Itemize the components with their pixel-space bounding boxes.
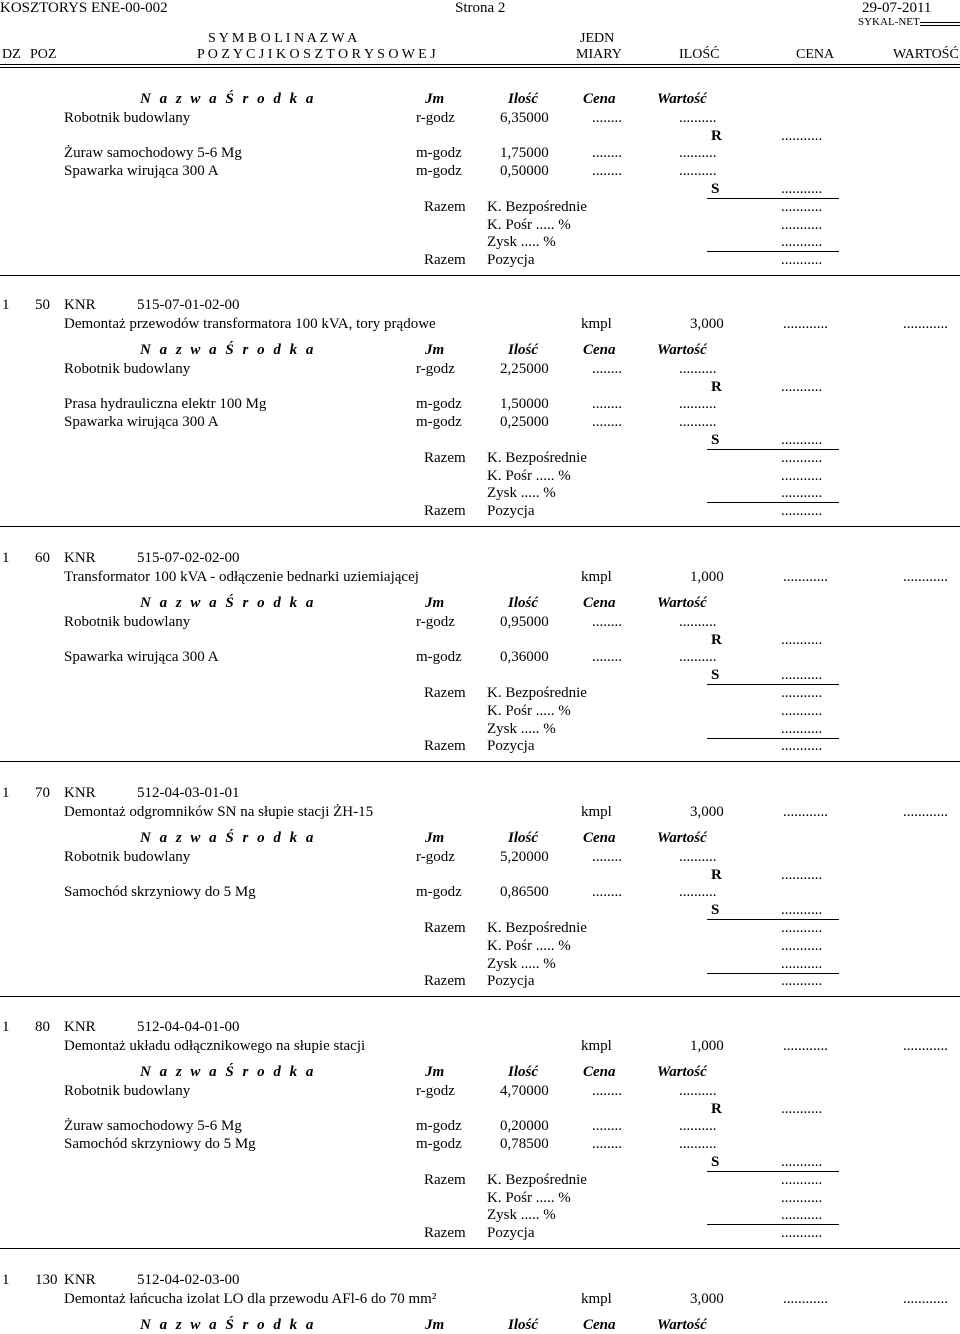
subtotal-s-dots: ........... (781, 902, 823, 919)
norm-code: 512-04-02-03-00 (137, 1272, 240, 1288)
position-dz: 1 (2, 297, 10, 313)
resource-header-name: N a z w a Ś r o d k a (140, 830, 316, 846)
resource-value-dots: .......... (679, 848, 717, 865)
position-total-label: Pozycja (487, 1225, 535, 1242)
resource-quantity: 4,70000 (500, 1082, 549, 1099)
resource-price-dots: ........ (592, 884, 622, 901)
resource-header-jm: Jm (425, 1064, 445, 1080)
resource-header-cena: Cena (583, 1064, 616, 1080)
norm-code: 515-07-01-02-00 (137, 297, 240, 313)
resource-header-jm: Jm (425, 91, 445, 107)
resource-header-name: N a z w a Ś r o d k a (140, 91, 316, 107)
subtotal-r-dots: ........... (781, 378, 823, 395)
position-total-dots: ........... (781, 252, 823, 269)
resource-value-dots: .......... (679, 163, 717, 180)
resource-value-dots: .......... (679, 1082, 717, 1099)
resource-unit: m-godz (416, 884, 462, 901)
razem-position-label: Razem (424, 1225, 466, 1242)
resource-quantity: 0,86500 (500, 884, 549, 901)
resource-price-dots: ........ (592, 360, 622, 377)
direct-costs-label: K. Bezpośrednie (487, 449, 587, 466)
position-total-label: Pozycja (487, 738, 535, 755)
resource-price-dots: ........ (592, 163, 622, 180)
resource-name: Spawarka wirująca 300 A (64, 414, 219, 431)
norm-source: KNR (64, 297, 96, 313)
header-rule-2 (0, 67, 960, 68)
resource-header-ilosc: Ilość (508, 1317, 538, 1333)
indirect-costs-dots: ........... (781, 702, 823, 719)
position-separator (0, 996, 960, 997)
subtotal-r-label: R (711, 1100, 722, 1117)
profit-label: Zysk ..... % (487, 1207, 556, 1224)
resource-unit: m-godz (416, 1118, 462, 1135)
resource-quantity: 0,25000 (500, 414, 549, 431)
resource-header-ilosc: Ilość (508, 91, 538, 107)
resource-value-dots: .......... (679, 414, 717, 431)
razem-label: Razem (424, 920, 466, 936)
page-number: Strona 2 (455, 0, 506, 16)
position-total-dots: ........... (781, 738, 823, 755)
direct-costs-label: K. Bezpośrednie (487, 198, 587, 215)
position-total-label: Pozycja (487, 252, 535, 269)
indirect-costs-label: K. Pośr ..... % (487, 467, 571, 484)
position-unit: kmpl (581, 1038, 612, 1054)
position-description: Demontaż łańcucha izolat LO dla przewodu AFl-6 do 70 mm² (64, 1291, 437, 1307)
subtotal-s-dots: ........... (781, 432, 823, 448)
subtotal-s-label: S (711, 902, 720, 919)
position-dz: 1 (2, 785, 10, 801)
resource-price-dots: ........ (592, 848, 622, 865)
resource-header-cena: Cena (583, 1317, 616, 1333)
razem-label: Razem (424, 449, 466, 466)
norm-code: 512-04-04-01-00 (137, 1019, 240, 1035)
header-jedn: JEDN (580, 31, 615, 46)
position-price-dots: ............ (783, 316, 828, 332)
position-number: 70 (35, 785, 50, 801)
subtotal-s-dots: ........... (781, 667, 823, 684)
resource-quantity: 0,78500 (500, 1136, 549, 1153)
resource-quantity: 1,75000 (500, 145, 549, 162)
position-description: Transformator 100 kVA - odłączenie bednarki uziemiającej (64, 569, 419, 585)
profit-dots: ........... (781, 234, 823, 251)
position-separator (0, 761, 960, 762)
resource-value-dots: .......... (679, 884, 717, 901)
razem-position-label: Razem (424, 503, 466, 520)
resource-header-ilosc: Ilość (508, 830, 538, 846)
direct-costs-dots: ........... (781, 198, 823, 215)
subtotal-r-dots: ........... (781, 127, 823, 144)
subtotal-s-label: S (711, 432, 720, 448)
position-total-dots: ........... (781, 1225, 823, 1242)
razem-position-label: Razem (424, 252, 466, 269)
resource-value-dots: .......... (679, 613, 717, 630)
position-unit: kmpl (581, 1291, 612, 1307)
resource-quantity: 2,25000 (500, 360, 549, 377)
resource-header-jm: Jm (425, 830, 445, 846)
resource-price-dots: ........ (592, 1136, 622, 1153)
resource-quantity: 1,50000 (500, 396, 549, 413)
resource-price-dots: ........ (592, 396, 622, 413)
resource-unit: m-godz (416, 649, 462, 666)
resource-quantity: 5,20000 (500, 848, 549, 865)
position-quantity: 1,000 (690, 569, 724, 585)
resource-header-wartosc: Wartość (657, 342, 707, 358)
resource-header-ilosc: Ilość (508, 595, 538, 611)
direct-costs-label: K. Bezpośrednie (487, 685, 587, 701)
subtotal-s-dots: ........... (781, 1154, 823, 1170)
position-total-dots: ........... (781, 973, 823, 990)
indirect-costs-label: K. Pośr ..... % (487, 702, 571, 719)
resource-header-name: N a z w a Ś r o d k a (140, 1064, 316, 1080)
subtotal-r-dots: ........... (781, 866, 823, 883)
indirect-costs-dots: ........... (781, 467, 823, 484)
razem-label: Razem (424, 1171, 466, 1188)
position-separator (0, 275, 960, 276)
norm-source: KNR (64, 1272, 96, 1288)
resource-header-wartosc: Wartość (657, 1317, 707, 1333)
subtotal-s-label: S (711, 181, 720, 197)
header-poz: POZ (30, 47, 57, 62)
subtotal-s-label: S (711, 667, 720, 684)
resource-price-dots: ........ (592, 649, 622, 666)
profit-label: Zysk ..... % (487, 955, 556, 972)
norm-code: 512-04-03-01-01 (137, 785, 240, 801)
resource-header-jm: Jm (425, 342, 445, 358)
resource-unit: r-godz (416, 848, 455, 865)
resource-name: Spawarka wirująca 300 A (64, 649, 219, 666)
position-value-dots: ............ (903, 1291, 948, 1307)
position-total-dots: ........... (781, 503, 823, 520)
resource-header-wartosc: Wartość (657, 830, 707, 846)
resource-unit: r-godz (416, 1082, 455, 1099)
resource-name: Samochód skrzyniowy do 5 Mg (64, 884, 256, 901)
resource-value-dots: .......... (679, 145, 717, 162)
position-quantity: 3,000 (690, 1291, 724, 1307)
resource-unit: r-godz (416, 109, 455, 126)
position-price-dots: ............ (783, 1038, 828, 1054)
indirect-costs-label: K. Pośr ..... % (487, 937, 571, 954)
document-date: 29-07-2011 (862, 0, 932, 16)
resource-name: Robotnik budowlany (64, 109, 191, 126)
resource-header-cena: Cena (583, 342, 616, 358)
subtotal-r-label: R (711, 378, 722, 395)
position-number: 60 (35, 550, 50, 566)
resource-name: Robotnik budowlany (64, 848, 191, 865)
document-title: KOSZTORYS ENE-00-002 (0, 0, 168, 16)
resource-header-name: N a z w a Ś r o d k a (140, 342, 316, 358)
subtotal-s-label: S (711, 1154, 720, 1170)
profit-dots: ........... (781, 955, 823, 972)
header-symbol-line1: S Y M B O L I N A Z W A (208, 31, 358, 46)
header-wartosc: WARTOŚĆ (893, 47, 959, 62)
profit-dots: ........... (781, 485, 823, 502)
resource-value-dots: .......... (679, 1118, 717, 1135)
direct-costs-label: K. Bezpośrednie (487, 1171, 587, 1188)
norm-source: KNR (64, 550, 96, 566)
position-value-dots: ............ (903, 316, 948, 332)
profit-dots: ........... (781, 720, 823, 737)
resource-name: Robotnik budowlany (64, 613, 191, 630)
resource-unit: m-godz (416, 1136, 462, 1153)
resource-header-name: N a z w a Ś r o d k a (140, 1317, 316, 1333)
header-miary: MIARY (576, 47, 622, 62)
resource-value-dots: .......... (679, 396, 717, 413)
profit-label: Zysk ..... % (487, 720, 556, 737)
position-dz: 1 (2, 1272, 10, 1288)
profit-dots: ........... (781, 1207, 823, 1224)
resource-header-ilosc: Ilość (508, 1064, 538, 1080)
resource-unit: r-godz (416, 613, 455, 630)
resource-quantity: 0,50000 (500, 163, 549, 180)
subtotal-r-label: R (711, 631, 722, 648)
indirect-costs-label: K. Pośr ..... % (487, 216, 571, 233)
resource-quantity: 0,95000 (500, 613, 549, 630)
resource-quantity: 6,35000 (500, 109, 549, 126)
profit-label: Zysk ..... % (487, 234, 556, 251)
header-dz: DZ (2, 47, 21, 62)
resource-name: Żuraw samochodowy 5-6 Mg (64, 145, 242, 162)
subtotal-s-dots: ........... (781, 181, 823, 197)
position-price-dots: ............ (783, 804, 828, 820)
subtotal-r-label: R (711, 127, 722, 144)
position-number: 80 (35, 1019, 50, 1035)
direct-costs-dots: ........... (781, 449, 823, 466)
resource-unit: m-godz (416, 145, 462, 162)
resource-name: Robotnik budowlany (64, 1082, 191, 1099)
position-total-label: Pozycja (487, 503, 535, 520)
resource-value-dots: .......... (679, 360, 717, 377)
position-description: Demontaż przewodów transformatora 100 kVA, tory prądowe (64, 316, 436, 332)
resource-price-dots: ........ (592, 145, 622, 162)
position-quantity: 3,000 (690, 804, 724, 820)
razem-label: Razem (424, 198, 466, 215)
resource-header-cena: Cena (583, 595, 616, 611)
position-dz: 1 (2, 550, 10, 566)
razem-position-label: Razem (424, 738, 466, 755)
direct-costs-label: K. Bezpośrednie (487, 920, 587, 936)
resource-price-dots: ........ (592, 1118, 622, 1135)
razem-position-label: Razem (424, 973, 466, 990)
position-unit: kmpl (581, 316, 612, 332)
resource-name: Robotnik budowlany (64, 360, 191, 377)
position-quantity: 1,000 (690, 1038, 724, 1054)
direct-costs-dots: ........... (781, 920, 823, 936)
resource-price-dots: ........ (592, 1082, 622, 1099)
subtotal-r-dots: ........... (781, 631, 823, 648)
direct-costs-dots: ........... (781, 685, 823, 701)
resource-unit: m-godz (416, 414, 462, 431)
profit-label: Zysk ..... % (487, 485, 556, 502)
norm-source: KNR (64, 1019, 96, 1035)
position-total-label: Pozycja (487, 973, 535, 990)
resource-name: Spawarka wirująca 300 A (64, 163, 219, 180)
position-separator (0, 526, 960, 527)
resource-name: Prasa hydrauliczna elektr 100 Mg (64, 396, 267, 413)
header-cena: CENA (796, 47, 835, 62)
resource-header-wartosc: Wartość (657, 91, 707, 107)
resource-unit: r-godz (416, 360, 455, 377)
resource-value-dots: .......... (679, 1136, 717, 1153)
resource-name: Żuraw samochodowy 5-6 Mg (64, 1118, 242, 1135)
resource-header-cena: Cena (583, 91, 616, 107)
resource-price-dots: ........ (592, 109, 622, 126)
indirect-costs-dots: ........... (781, 1189, 823, 1206)
direct-costs-dots: ........... (781, 1171, 823, 1188)
header-ilosc: ILOŚĆ (679, 47, 720, 62)
position-unit: kmpl (581, 804, 612, 820)
resource-quantity: 0,20000 (500, 1118, 549, 1135)
resource-header-cena: Cena (583, 830, 616, 846)
position-description: Demontaż odgromników SN na słupie stacji ŻH-15 (64, 804, 374, 820)
resource-price-dots: ........ (592, 613, 622, 630)
resource-header-wartosc: Wartość (657, 595, 707, 611)
resource-header-ilosc: Ilość (508, 342, 538, 358)
position-dz: 1 (2, 1019, 10, 1035)
resource-header-wartosc: Wartość (657, 1064, 707, 1080)
position-unit: kmpl (581, 569, 612, 585)
subtotal-r-dots: ........... (781, 1100, 823, 1117)
norm-code: 515-07-02-02-00 (137, 550, 240, 566)
position-separator (0, 1248, 960, 1249)
indirect-costs-label: K. Pośr ..... % (487, 1189, 571, 1206)
resource-value-dots: .......... (679, 109, 717, 126)
resource-name: Samochód skrzyniowy do 5 Mg (64, 1136, 256, 1153)
position-price-dots: ............ (783, 569, 828, 585)
position-price-dots: ............ (783, 1291, 828, 1307)
system-underline (920, 22, 960, 23)
resource-header-jm: Jm (425, 595, 445, 611)
resource-price-dots: ........ (592, 414, 622, 431)
system-underline-2 (920, 25, 960, 26)
resource-unit: m-godz (416, 163, 462, 180)
indirect-costs-dots: ........... (781, 216, 823, 233)
header-symbol-line2: P O Z Y C J I K O S Z T O R Y S O W E J (197, 47, 436, 62)
resource-header-jm: Jm (425, 1317, 445, 1333)
resource-header-name: N a z w a Ś r o d k a (140, 595, 316, 611)
position-value-dots: ............ (903, 804, 948, 820)
header-rule-1 (0, 64, 960, 65)
position-number: 50 (35, 297, 50, 313)
subtotal-r-label: R (711, 866, 722, 883)
resource-unit: m-godz (416, 396, 462, 413)
position-quantity: 3,000 (690, 316, 724, 332)
indirect-costs-dots: ........... (781, 937, 823, 954)
razem-label: Razem (424, 685, 466, 701)
norm-source: KNR (64, 785, 96, 801)
position-value-dots: ............ (903, 1038, 948, 1054)
position-number: 130 (35, 1272, 58, 1288)
resource-value-dots: .......... (679, 649, 717, 666)
resource-quantity: 0,36000 (500, 649, 549, 666)
position-description: Demontaż układu odłącznikowego na słupie stacji (64, 1038, 366, 1054)
system-name: SYKAL-NET (858, 16, 920, 28)
position-value-dots: ............ (903, 569, 948, 585)
